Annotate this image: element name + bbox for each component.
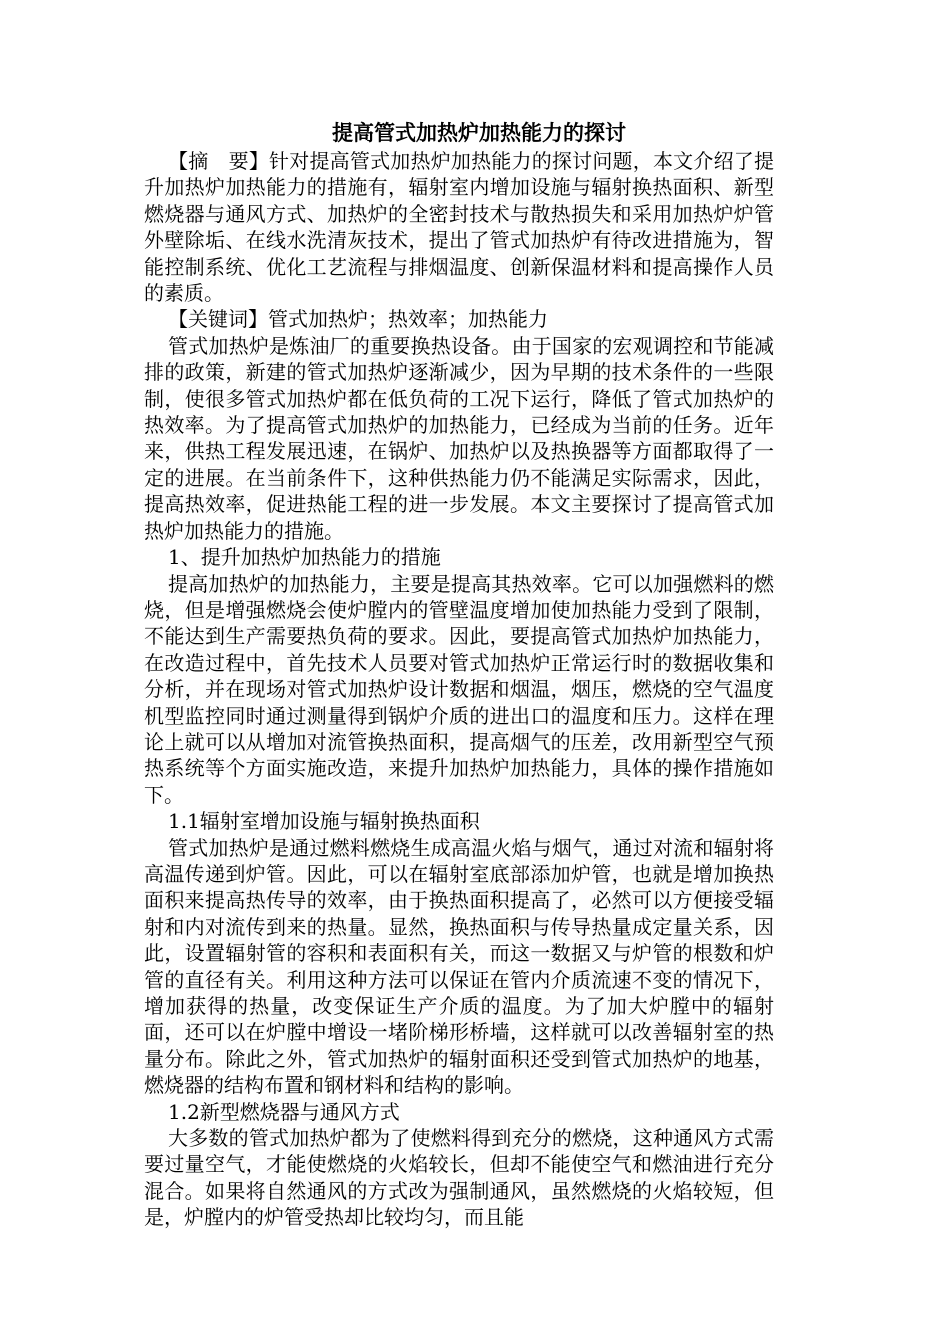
document-title: 提高管式加热炉加热能力的探讨 <box>332 120 626 145</box>
abstract-paragraph: 【摘 要】针对提高管式加热炉加热能力的探讨问题，本文介绍了提升加热炉加热能力的措施有，辐射室内增加设施与辐射换热面积、新型燃烧器与通风方式、加热炉的全密封技术与散热损失和采用加热炉炉管外壁除垢、在线水洗清灰技术，提出了管式加热炉有待改进措施为，智能控制系统、优化工艺流程与排烟温度、创新保温材料和提高操作人员的素质。 <box>144 149 774 306</box>
intro-paragraph: 管式加热炉是炼油厂的重要换热设备。由于国家的宏观调控和节能减排的政策，新建的管式加热炉逐渐减少，因为早期的技术条件的一些限制，使很多管式加热炉都在低负荷的工况下运行，降低了管式加热炉的热效率。为了提高管式加热炉的加热能力，已经成为当前的任务。近年来，供热工程发展迅速，在锅炉、加热炉以及热换器等方面都取得了一定的进展。在当前条件下，这种供热能力仍不能满足实际需求，因此，提高热效率，促进热能工程的进一步发展。本文主要探讨了提高管式加热炉加热能力的措施。 <box>144 333 774 543</box>
section-1-heading: 1、提升加热炉加热能力的措施 <box>168 545 441 570</box>
section-1-2-heading: 1.2新型燃烧器与通风方式 <box>168 1099 400 1124</box>
section-1-1-heading: 1.1辐射室增加设施与辐射换热面积 <box>168 809 480 834</box>
section-1-1-paragraph: 管式加热炉是通过燃料燃烧生成高温火焰与烟气，通过对流和辐射将高温传递到炉管。因此，可以在辐射室底部添加炉管，也就是增加换热面积来提高热传导的效率，由于换热面积提高了，必然可以方便接受辐射和内对流传到来的热量。显然，换热面积与传导热量成定量关系，因此，设置辐射管的容积和表面积有关，而这一数据又与炉管的根数和炉管的直径有关。利用这种方法可以保证在管内介质流速不变的情况下，增加获得的热量，改变保证生产介质的温度。为了加大炉膛中的辐射面，还可以在炉膛中增设一堵阶梯形桥墙，这样就可以改善辐射室的热量分布。除此之外，管式加热炉的辐射面积还受到管式加热炉的地基，燃烧器的结构布置和钢材料和结构的影响。 <box>144 835 774 1098</box>
document-page <box>144 118 774 1231</box>
keywords-paragraph: 【关键词】管式加热炉；热效率；加热能力 <box>168 307 548 332</box>
section-1-2-paragraph: 大多数的管式加热炉都为了使燃料得到充分的燃烧，这种通风方式需要过量空气，才能使燃烧的火焰较长，但却不能使空气和燃油进行充分混合。如果将自然通风的方式改为强制通风，虽然燃烧的火焰较短，但是，炉膛内的炉管受热却比较均匀，而且能 <box>144 1126 774 1230</box>
section-1-paragraph: 提高加热炉的加热能力，主要是提高其热效率。它可以加强燃料的燃烧，但是增强燃烧会使炉膛内的管壁温度增加使加热能力受到了限制，不能达到生产需要热负荷的要求。因此，要提高管式加热炉加热能力，在改造过程中，首先技术人员要对管式加热炉正常运行时的数据收集和分析，并在现场对管式加热炉设计数据和烟温，烟压，燃烧的空气温度机型监控同时通过测量得到锅炉介质的进出口的温度和压力。这样在理论上就可以从增加对流管换热面积，提高烟气的压差，改用新型空气预热系统等个方面实施改造，来提升加热炉加热能力，具体的操作措施如下。 <box>144 571 774 807</box>
